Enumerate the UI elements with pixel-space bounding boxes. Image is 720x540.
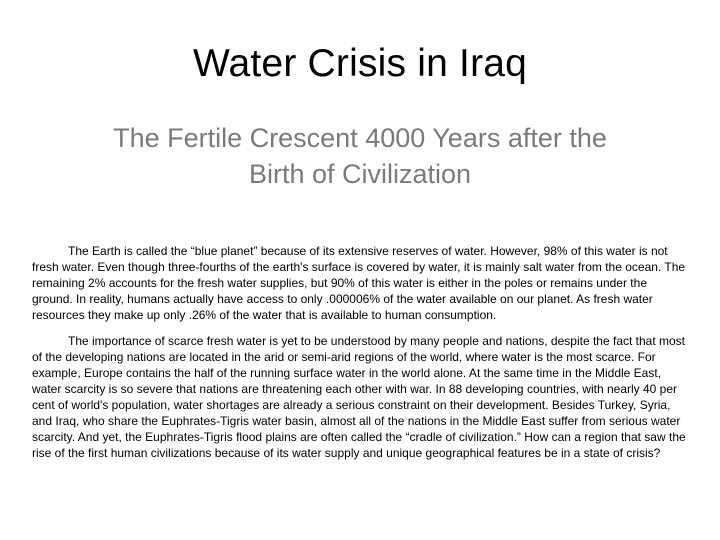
body-paragraph-1: The Earth is called the “blue planet” because of its extensive reserves of water. However, 98% of this water is not fresh water. Even though three-fourths of the earth's surface is covered by water, it is mainly salt water from the ocean. The remaining 2% accounts for the fresh water supplies, but 90% of this water is either in the poles or remains under the ground. In reality, humans actually have access to only .000006% of the water available on our planet. As fresh water resources they make up only .26% of the water that is available to human consumption. <box>32 244 686 322</box>
slide-body <box>32 243 688 471</box>
slide-title: Water Crisis in Iraq <box>192 42 528 85</box>
slide-subtitle: The Fertile Crescent 4000 Years after the Birth of Civilization <box>113 123 607 189</box>
body-paragraph-2: The importance of scarce fresh water is yet to be understood by many people and nations, despite the fact that most of the developing nations are located in the arid or semi-arid regions of the world, where water is the most scarce. For example, Europe contains the half of the running surface water in the world alone. At the same time in the Middle East, water scarcity is so severe that nations are threatening each other with war. In 88 developing countries, with nearly 40 per cent of world's population, water shortages are already a serious constraint on their development. Besides Turkey, Syria, and Iraq, who share the Euphrates-Tigris water basin, almost all of the nations in the Middle East suffer from serious water scarcity. And yet, the Euphrates-Tigris flood plains are often called the “cradle of civilization.” How can a region that saw the rise of the first human civilizations because of its water supply and unique geographical features be in a state of crisis? <box>32 334 686 460</box>
